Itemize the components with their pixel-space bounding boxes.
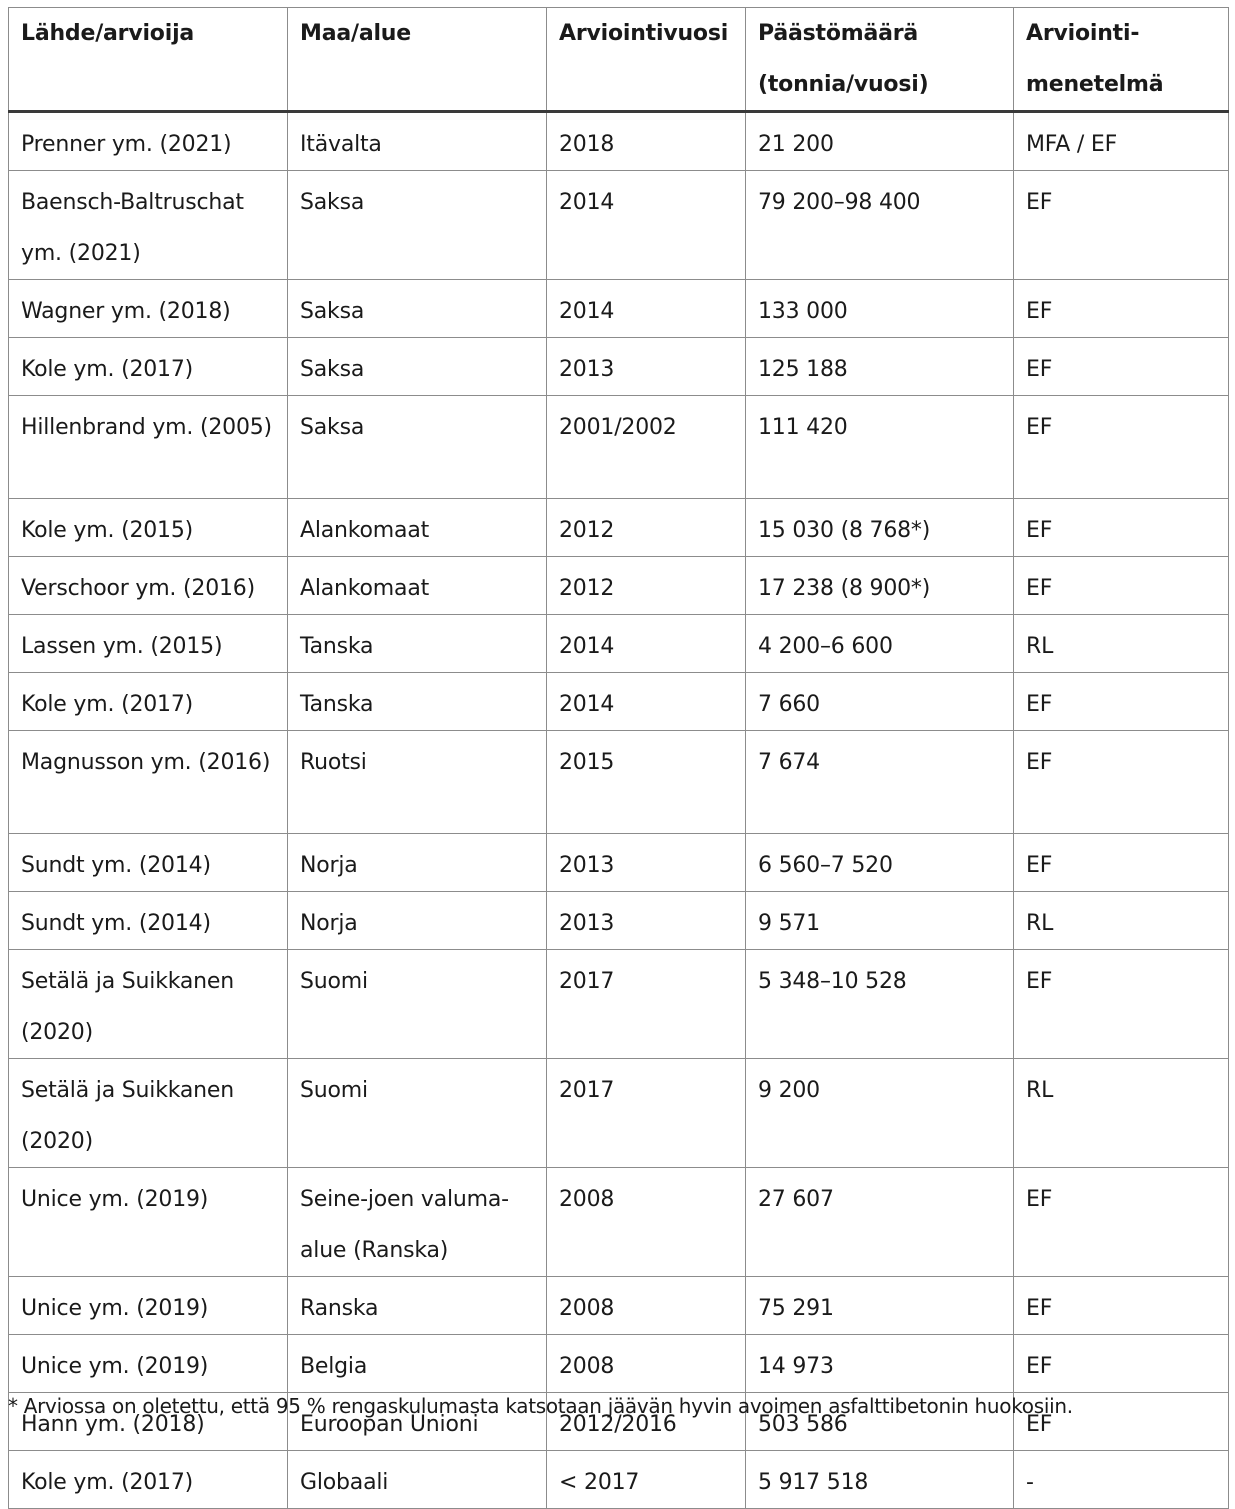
cell-region: Belgia <box>288 1335 547 1393</box>
cell-year: 2017 <box>547 950 746 1059</box>
table-row <box>9 280 1229 338</box>
cell-source: Verschoor ym. (2016) <box>9 557 288 615</box>
cell-region: Itävalta <box>288 112 547 171</box>
cell-year: 2014 <box>547 171 746 280</box>
cell-region: Norja <box>288 834 547 892</box>
cell-amount: 7 674 <box>746 731 1014 834</box>
cell-amount: 5 917 518 <box>746 1451 1014 1509</box>
cell-year: < 2017 <box>547 1451 746 1509</box>
cell-method: RL <box>1014 615 1229 673</box>
table-header <box>9 8 1229 112</box>
cell-region: Saksa <box>288 280 547 338</box>
cell-method: EF <box>1014 950 1229 1059</box>
cell-method: EF <box>1014 171 1229 280</box>
cell-source: Kole ym. (2015) <box>9 499 288 557</box>
cell-method: RL <box>1014 892 1229 950</box>
cell-amount: 125 188 <box>746 338 1014 396</box>
cell-source: Sundt ym. (2014) <box>9 834 288 892</box>
cell-year: 2013 <box>547 338 746 396</box>
cell-method: EF <box>1014 396 1229 499</box>
cell-amount: 15 030 (8 768*) <box>746 499 1014 557</box>
cell-amount: 17 238 (8 900*) <box>746 557 1014 615</box>
cell-source: Baensch-Baltruschat ym. (2021) <box>9 171 288 280</box>
cell-amount: 4 200–6 600 <box>746 615 1014 673</box>
cell-method: EF <box>1014 557 1229 615</box>
cell-method: EF <box>1014 1168 1229 1277</box>
cell-source: Kole ym. (2017) <box>9 338 288 396</box>
cell-region: Alankomaat <box>288 557 547 615</box>
cell-source: Lassen ym. (2015) <box>9 615 288 673</box>
cell-amount: 111 420 <box>746 396 1014 499</box>
cell-source: Kole ym. (2017) <box>9 673 288 731</box>
cell-amount: 6 560–7 520 <box>746 834 1014 892</box>
cell-source: Magnusson ym. (2016) <box>9 731 288 834</box>
header-year: Arviointivuosi <box>547 8 746 112</box>
cell-method: EF <box>1014 673 1229 731</box>
cell-region: Saksa <box>288 396 547 499</box>
table-row <box>9 1277 1229 1335</box>
cell-year: 2008 <box>547 1335 746 1393</box>
cell-year: 2014 <box>547 615 746 673</box>
cell-region: Tanska <box>288 615 547 673</box>
cell-source: Hillenbrand ym. (2005) <box>9 396 288 499</box>
table-row <box>9 1335 1229 1393</box>
cell-year: 2013 <box>547 892 746 950</box>
header-row <box>9 8 1229 112</box>
cell-amount: 503 586 <box>746 1393 1014 1451</box>
cell-source: Hann ym. (2018) <box>9 1393 288 1451</box>
table-row <box>9 615 1229 673</box>
cell-year: 2012 <box>547 499 746 557</box>
cell-method: - <box>1014 1451 1229 1509</box>
cell-year: 2014 <box>547 673 746 731</box>
cell-amount: 75 291 <box>746 1277 1014 1335</box>
cell-method: EF <box>1014 1335 1229 1393</box>
cell-amount: 9 571 <box>746 892 1014 950</box>
cell-method: EF <box>1014 1393 1229 1451</box>
cell-source: Setälä ja Suikkanen (2020) <box>9 1059 288 1168</box>
cell-method: EF <box>1014 1277 1229 1335</box>
table-row <box>9 834 1229 892</box>
cell-region: Euroopan Unioni <box>288 1393 547 1451</box>
cell-year: 2012/2016 <box>547 1393 746 1451</box>
cell-year: 2014 <box>547 280 746 338</box>
cell-region: Saksa <box>288 338 547 396</box>
table-row <box>9 731 1229 834</box>
cell-year: 2012 <box>547 557 746 615</box>
cell-region: Norja <box>288 892 547 950</box>
table-row <box>9 557 1229 615</box>
cell-source: Sundt ym. (2014) <box>9 892 288 950</box>
cell-region: Suomi <box>288 1059 547 1168</box>
cell-region: Seine-joen valuma-alue (Ranska) <box>288 1168 547 1277</box>
cell-year: 2013 <box>547 834 746 892</box>
cell-amount: 9 200 <box>746 1059 1014 1168</box>
header-method: Arviointi-menetelmä <box>1014 8 1229 112</box>
cell-region: Globaali <box>288 1451 547 1509</box>
cell-method: MFA / EF <box>1014 112 1229 171</box>
cell-amount: 21 200 <box>746 112 1014 171</box>
cell-source: Wagner ym. (2018) <box>9 280 288 338</box>
cell-amount: 133 000 <box>746 280 1014 338</box>
cell-method: EF <box>1014 834 1229 892</box>
table-row <box>9 673 1229 731</box>
cell-source: Unice ym. (2019) <box>9 1335 288 1393</box>
cell-year: 2001/2002 <box>547 396 746 499</box>
document <box>8 7 1228 1509</box>
table-row <box>9 950 1229 1059</box>
table-row <box>9 171 1229 280</box>
emissions-table <box>8 7 1229 1509</box>
cell-source: Prenner ym. (2021) <box>9 112 288 171</box>
header-region: Maa/alue <box>288 8 547 112</box>
table-row <box>9 1168 1229 1277</box>
cell-year: 2008 <box>547 1277 746 1335</box>
cell-region: Saksa <box>288 171 547 280</box>
cell-source: Kole ym. (2017) <box>9 1451 288 1509</box>
cell-method: EF <box>1014 499 1229 557</box>
cell-region: Suomi <box>288 950 547 1059</box>
cell-region: Alankomaat <box>288 499 547 557</box>
table-row <box>9 112 1229 171</box>
cell-amount: 7 660 <box>746 673 1014 731</box>
cell-source: Unice ym. (2019) <box>9 1168 288 1277</box>
cell-year: 2008 <box>547 1168 746 1277</box>
cell-amount: 27 607 <box>746 1168 1014 1277</box>
table-body <box>9 112 1229 1509</box>
cell-year: 2017 <box>547 1059 746 1168</box>
footnote: * Arviossa on oletettu, että 95 % rengaskulumasta katsotaan jäävän hyvin avoimen asfalttibetonin huokosiin. <box>8 1394 1073 1418</box>
cell-region: Tanska <box>288 673 547 731</box>
cell-region: Ranska <box>288 1277 547 1335</box>
table-row <box>9 396 1229 499</box>
header-amount: Päästömäärä (tonnia/vuosi) <box>746 8 1014 112</box>
header-source: Lähde/arvioija <box>9 8 288 112</box>
table-row <box>9 338 1229 396</box>
cell-method: EF <box>1014 280 1229 338</box>
cell-method: EF <box>1014 338 1229 396</box>
cell-amount: 14 973 <box>746 1335 1014 1393</box>
cell-year: 2018 <box>547 112 746 171</box>
cell-year: 2015 <box>547 731 746 834</box>
cell-amount: 79 200–98 400 <box>746 171 1014 280</box>
table-row <box>9 499 1229 557</box>
table-row <box>9 1451 1229 1509</box>
cell-amount: 5 348–10 528 <box>746 950 1014 1059</box>
cell-region: Ruotsi <box>288 731 547 834</box>
cell-source: Setälä ja Suikkanen (2020) <box>9 950 288 1059</box>
cell-source: Unice ym. (2019) <box>9 1277 288 1335</box>
table-row <box>9 1059 1229 1168</box>
cell-method: EF <box>1014 731 1229 834</box>
cell-method: RL <box>1014 1059 1229 1168</box>
table-row <box>9 892 1229 950</box>
